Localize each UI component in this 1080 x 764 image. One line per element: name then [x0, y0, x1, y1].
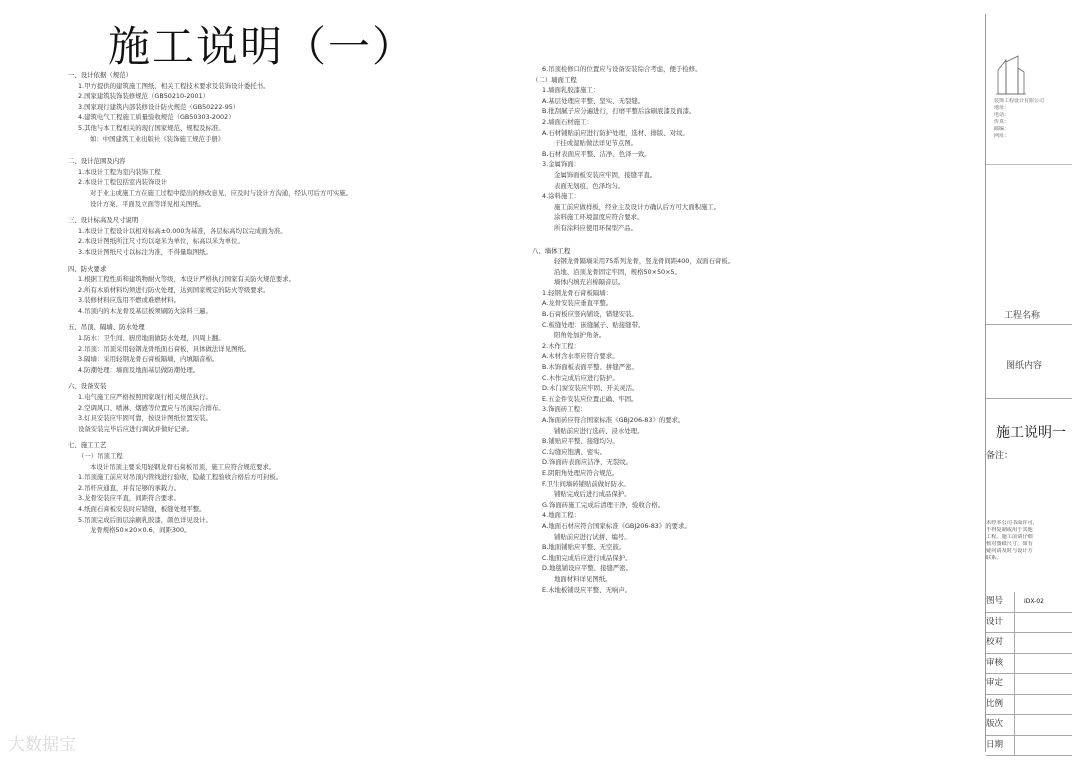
note-line: D.木门窗安装应牢固、开关灵活。 — [542, 384, 639, 393]
note-line: 二、设计范围及内容 — [68, 157, 126, 166]
company-info — [986, 14, 1072, 165]
row-label: 设计 — [986, 616, 1004, 627]
note-line: G.饰面砖施工完成后清理干净，验收合格。 — [542, 500, 665, 509]
note-line: 4.涂料施工： — [542, 192, 581, 201]
note-line: 如：中国建筑工业出版社《装饰施工规范手册》 — [90, 134, 225, 143]
company-lines — [994, 98, 1068, 140]
note-line: B.地面铺贴应平整、无空鼓。 — [542, 543, 626, 552]
company-line: 传真： — [994, 119, 1010, 125]
note-line: 所有涂料应使用环保型产品。 — [554, 223, 638, 232]
note-line: A.基层处理应平整、坚实、无裂缝。 — [542, 96, 645, 105]
company-line: 电话： — [994, 112, 1010, 118]
note-line: 2.墙面石材施工： — [542, 117, 593, 126]
company-line: 地址： — [994, 105, 1010, 111]
note-line: 阳角处加护角条。 — [554, 331, 606, 340]
notes-line: 未经本公司书面许可， — [986, 520, 1038, 526]
notes-line: 不得复制或用于其他 — [986, 527, 1033, 533]
row-label: 审定 — [986, 678, 1004, 688]
note-line: 轻钢龙骨隔墙采用75系列龙骨，竖龙骨间距400，双面石膏板。 — [554, 257, 735, 266]
note-line: 铺贴前应进行选砖、浸水处理。 — [554, 426, 644, 435]
drawing-title: 施工说明一 — [996, 425, 1066, 441]
note-line: B.批刮腻子应分遍进行，打磨平整后涂刷底漆及面漆。 — [542, 107, 696, 116]
title-block-row — [986, 695, 1072, 716]
note-line: 五、吊顶、隔墙、防水处理 — [68, 323, 145, 332]
row-divider — [1014, 674, 1015, 694]
title-block-row — [986, 674, 1072, 695]
note-line: 2.本设计图纸所注尺寸均以毫米为单位，标高以米为单位。 — [78, 237, 244, 246]
note-line: 表面无划痕，色泽均匀。 — [554, 181, 625, 190]
spacer — [68, 144, 520, 150]
notes-text — [986, 520, 1070, 562]
note-line: 4.建筑电气工程施工质量验收规范（GB50303-2002） — [78, 113, 235, 122]
note-line: 七、施工工艺 — [68, 441, 107, 450]
title-block-row — [986, 654, 1072, 675]
note-line: E.木地板铺设应平整、无响声。 — [542, 585, 632, 594]
note-line: 施工前应做样板，经业主及设计方确认后方可大面积施工。 — [554, 202, 721, 211]
note-line: 地面材料详见图纸。 — [554, 574, 612, 583]
building-logo-icon — [996, 54, 1026, 96]
note-line: 3.装修材料应选用不燃或难燃材料。 — [78, 296, 180, 305]
note-line: 设计方案、平面及立面等详见相关图纸。 — [90, 199, 206, 208]
note-line: 5.吊顶完成后面层涂刷乳胶漆，颜色详见设计。 — [78, 515, 212, 524]
company-line: 网址： — [994, 133, 1010, 139]
spacer — [532, 234, 972, 240]
title-block-row — [986, 736, 1072, 757]
row-label: 审核 — [986, 657, 1004, 668]
note-line: 沿地、沿顶龙骨固定牢固，规格50×50×5。 — [554, 267, 681, 276]
note-line: 墙体内填充岩棉隔音层。 — [554, 278, 625, 287]
note-line: F.卫生间墙砖铺贴前做好防水。 — [542, 479, 630, 488]
row-value: IDX-02 — [1024, 598, 1045, 605]
note-line: 铺贴完成后进行成品保护。 — [554, 490, 631, 499]
note-line: 3.国家现行建筑内部装修设计防火规范（GB50222-95） — [78, 102, 240, 111]
note-line: C.木作完成后应进行防护。 — [542, 373, 619, 382]
note-line: C.板缝处理：嵌缝腻子、贴接缝带。 — [542, 320, 645, 329]
title-block-row — [986, 633, 1072, 654]
note-line: 设备安装完毕后应进行调试并做好记录。 — [78, 424, 194, 433]
note-line: 六、设备安装 — [68, 382, 107, 391]
note-line: 3.隔墙：采用轻钢龙骨石膏板隔墙，内填隔音棉。 — [78, 355, 219, 364]
note-line: 4.地面工程： — [542, 511, 581, 520]
note-line: 3.龙骨安装应平直，间距符合要求。 — [78, 494, 180, 503]
note-line: 1.墙面乳胶漆施工： — [542, 86, 600, 95]
note-line: E.阴阳角处理应符合规范。 — [542, 468, 619, 477]
note-line: B.石材表面应平整、洁净、色泽一致。 — [542, 149, 651, 158]
note-line: A.石材铺贴前应进行防护处理，选材、排版、对纹。 — [542, 128, 689, 137]
company-line: 邮编： — [994, 126, 1010, 132]
note-line: 铺贴前应进行试拼、编号。 — [554, 532, 631, 541]
note-line: 6.吊顶检修口的位置应与设备安装综合考虑，便于检修。 — [542, 65, 702, 73]
notes-line: 联系。 — [986, 555, 1002, 561]
note-line: 1.电气施工应严格按照国家现行相关规范执行。 — [78, 393, 212, 402]
note-line: 2.本设计工程包括室内装饰设计 — [78, 178, 168, 187]
note-line: B.木饰面板表面平整、拼缝严密。 — [542, 363, 638, 372]
note-line: A.饰面砖应符合国家标准《GBJ206-83》的要求。 — [542, 416, 685, 424]
notes-label: 备注： — [986, 451, 1014, 461]
note-line: 三、设计标高及尺寸说明 — [68, 216, 139, 225]
note-line: 金属饰面板安装应牢固，接缝平直。 — [554, 170, 657, 179]
note-line: 龙骨规格50×20×0.6，间距300。 — [90, 526, 191, 535]
note-line: 1.本设计工程为室内装饰工程 — [78, 167, 161, 176]
note-line: 4.防潮处理：墙面及地面基层做防潮处理。 — [78, 365, 200, 374]
note-line: 1.吊顶施工前应对吊顶内管线进行验收，隐蔽工程验收合格后方可封板。 — [78, 473, 283, 482]
project-name-row — [986, 164, 1072, 325]
note-line: 四、防火要求 — [68, 264, 107, 273]
title-block-row — [986, 592, 1072, 613]
note-line: 八、墙体工程 — [532, 246, 571, 255]
notes-line: 疑问请及时与设计方 — [986, 548, 1033, 554]
notes-line: 核对图纸尺寸，如有 — [986, 541, 1033, 547]
row-label: 图号 — [986, 596, 1004, 606]
project-name-label: 工程名称 — [1004, 311, 1041, 321]
note-line: 2.吊顶：吊顶采用轻钢龙骨纸面石膏板，具体做法详见图纸。 — [78, 344, 251, 353]
note-line: 2.吊杆应通直，并有足够的承载力。 — [78, 483, 180, 492]
note-line: E.五金件安装应位置正确、牢固。 — [542, 394, 638, 403]
row-divider — [1014, 695, 1015, 715]
row-label: 日期 — [986, 739, 1004, 750]
note-line: B.铺贴应平整、接缝均匀。 — [542, 437, 619, 446]
note-line: 一、设计依据（规范） — [68, 71, 132, 79]
note-line: 3.金属饰面： — [542, 160, 581, 169]
notes-line: 工程。施工前请仔细 — [986, 534, 1033, 540]
note-line: C.地面完成后应进行成品保护。 — [542, 553, 632, 562]
row-label: 比例 — [986, 698, 1004, 709]
note-line: A.地面石材应符合国家标准《GBJ206-83》的要求。 — [542, 521, 691, 530]
note-line: （一）吊顶工程 — [78, 452, 123, 460]
note-line: A.木材含水率应符合要求。 — [542, 352, 619, 361]
note-line: 3.灯具安装应牢固可靠，按设计图纸位置安装。 — [78, 414, 212, 423]
note-line: 1.本设计工程设计以相对标高±0.000为基准，各层标高均以完成面为准。 — [78, 226, 287, 235]
note-line: 4.吊顶内的木龙骨及基层板须刷防火涂料三遍。 — [78, 306, 212, 315]
note-line: 涂料施工环境温度应符合要求。 — [554, 213, 644, 222]
row-divider — [1014, 592, 1015, 612]
note-line: B.石膏板应竖向铺设，错缝安装。 — [542, 310, 638, 319]
note-line: 1.甲方提供的建筑施工图纸、相关工程技术要求及装饰设计委托书。 — [78, 81, 270, 90]
notes-column-middle — [532, 64, 972, 595]
note-line: A.龙骨安装应垂直平整。 — [542, 299, 613, 308]
row-divider — [1014, 633, 1015, 653]
title-block-grid — [986, 592, 1072, 756]
note-line: （二）墙面工程 — [532, 75, 577, 84]
note-line: 4.纸面石膏板安装时应错缝，板缝处理平整。 — [78, 504, 206, 513]
note-line: D.地毯铺设应平整、接缝严密。 — [542, 564, 633, 573]
page-title: 施工说明（一） — [108, 22, 417, 71]
note-line: 2.空调风口、喷淋、烟感等位置应与吊顶综合排布。 — [78, 403, 225, 412]
note-line: 2.国家建筑装饰装修规范（GB50210-2001） — [78, 92, 210, 101]
note-line: 1.根据工程性质和建筑物耐火等级，本设计严格执行国家有关防火规范要求。 — [78, 275, 295, 284]
drawing-content-row — [986, 324, 1072, 399]
notes-column-left — [68, 64, 520, 536]
note-line: 1.防水：卫生间、厨房地面做防水处理，四周上翻。 — [78, 334, 225, 343]
title-block-row — [986, 715, 1072, 736]
note-line: 对于业主或施工方在施工过程中提出的修改意见，应及时与设计方沟通，经认可后方可实施。 — [90, 188, 353, 197]
note-line: 5.其他与本工程相关的现行国家规范、规程及标准。 — [78, 123, 225, 132]
note-line: D.饰面砖表面应洁净，无裂纹。 — [542, 458, 633, 467]
note-line: C.勾缝应饱满、密实。 — [542, 447, 607, 456]
note-line: 3.本设计图纸尺寸以标注为准，不得量取图纸。 — [78, 247, 212, 256]
note-line: 1.轻钢龙骨石膏板隔墙： — [542, 288, 613, 297]
title-block — [985, 14, 1072, 752]
note-line: 3.饰面砖工程： — [542, 405, 587, 414]
note-line: 本设计吊顶主要采用轻钢龙骨石膏板吊顶，施工应符合规范要求。 — [90, 462, 276, 471]
company-line: 装饰工程设计有限公司 — [994, 98, 1045, 104]
row-label: 版次 — [986, 719, 1004, 729]
title-block-row — [986, 613, 1072, 634]
row-divider — [1014, 654, 1015, 674]
note-line: 2.木作工程： — [542, 341, 581, 350]
row-label: 校对 — [986, 637, 1004, 647]
note-line: 干挂或湿贴做法详见节点图。 — [554, 139, 638, 148]
drawing-content-label: 图纸内容 — [1006, 361, 1043, 371]
note-line: 2.所有木质材料均须进行防火处理，达到国家规定的防火等级要求。 — [78, 285, 270, 294]
row-divider — [1014, 736, 1015, 756]
row-divider — [1014, 715, 1015, 735]
row-divider — [1014, 613, 1015, 633]
watermark: 大数据宝 — [8, 735, 76, 755]
